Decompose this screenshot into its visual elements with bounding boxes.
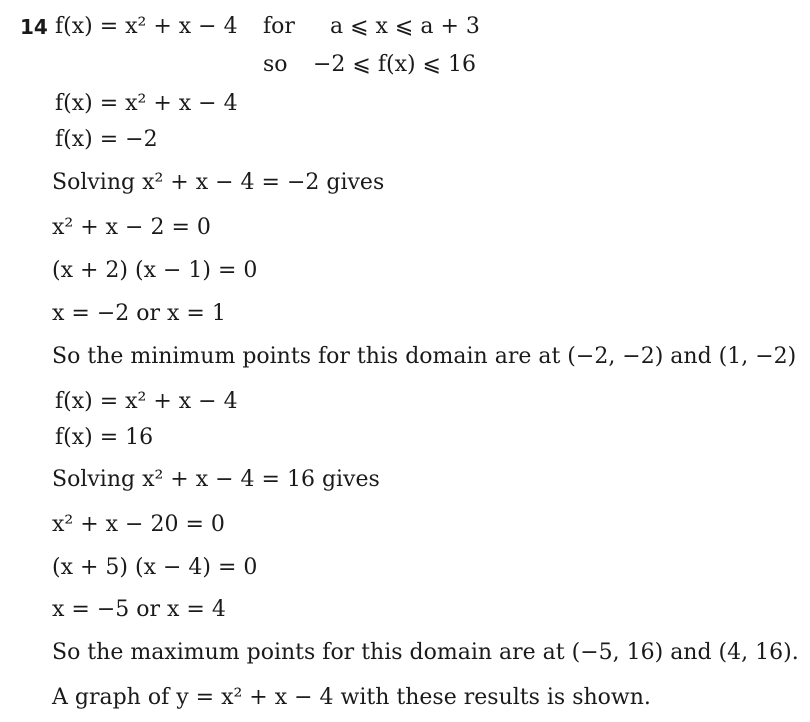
- step-set-max: f(x) = 16: [55, 425, 154, 450]
- step-quadratic-max: x² + x − 20 = 0: [52, 512, 225, 537]
- header-range: −2 ⩽ f(x) ⩽ 16: [313, 52, 476, 77]
- step-factored-max: (x + 5) (x − 4) = 0: [52, 555, 258, 580]
- step-function-def-1: f(x) = x² + x − 4: [55, 91, 238, 116]
- step-set-min: f(x) = −2: [55, 127, 158, 152]
- step-function-def-2: f(x) = x² + x − 4: [55, 389, 238, 414]
- question-number: 14: [20, 15, 48, 39]
- header-domain: a ⩽ x ⩽ a + 3: [330, 14, 480, 39]
- step-roots-min: x = −2 or x = 1: [52, 301, 226, 326]
- step-minimum-conclusion: So the minimum points for this domain are at (−2, −2) and (1, −2): [52, 344, 797, 369]
- step-factored-min: (x + 2) (x − 1) = 0: [52, 258, 258, 283]
- step-maximum-conclusion: So the maximum points for this domain are at (−5, 16) and (4, 16).: [52, 640, 799, 665]
- header-for-word: for: [263, 14, 295, 39]
- step-quadratic-min: x² + x − 2 = 0: [52, 215, 211, 240]
- header-function: f(x) = x² + x − 4: [55, 14, 238, 39]
- step-solving-min: Solving x² + x − 4 = −2 gives: [52, 170, 385, 195]
- step-solving-max: Solving x² + x − 4 = 16 gives: [52, 467, 380, 492]
- step-graph-note: A graph of y = x² + x − 4 with these results is shown.: [52, 685, 651, 710]
- header-so-word: so: [263, 52, 288, 77]
- step-roots-max: x = −5 or x = 4: [52, 597, 226, 622]
